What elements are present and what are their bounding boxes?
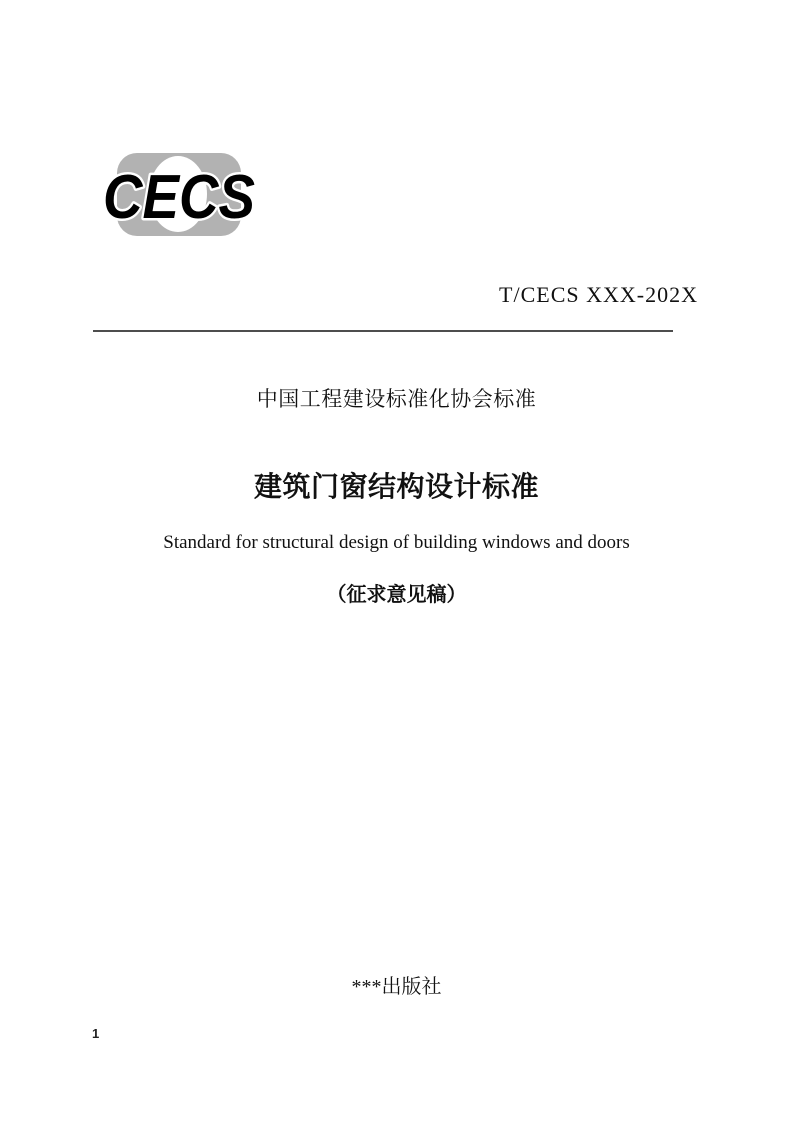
logo-text: CECS	[103, 163, 255, 232]
document-title-en: Standard for structural design of building windows and doors	[163, 532, 630, 553]
document-title-cn: 建筑门窗结构设计标准	[253, 471, 539, 502]
header-rule	[93, 330, 673, 332]
page-number: 1	[92, 1026, 100, 1041]
draft-note: （征求意见稿）	[326, 584, 467, 606]
publisher: ***出版社	[351, 976, 442, 998]
association-name: 中国工程建设标准化协会标准	[256, 387, 537, 411]
standard-number: T/CECS XXX-202X	[499, 282, 698, 307]
cecs-logo	[98, 142, 260, 254]
